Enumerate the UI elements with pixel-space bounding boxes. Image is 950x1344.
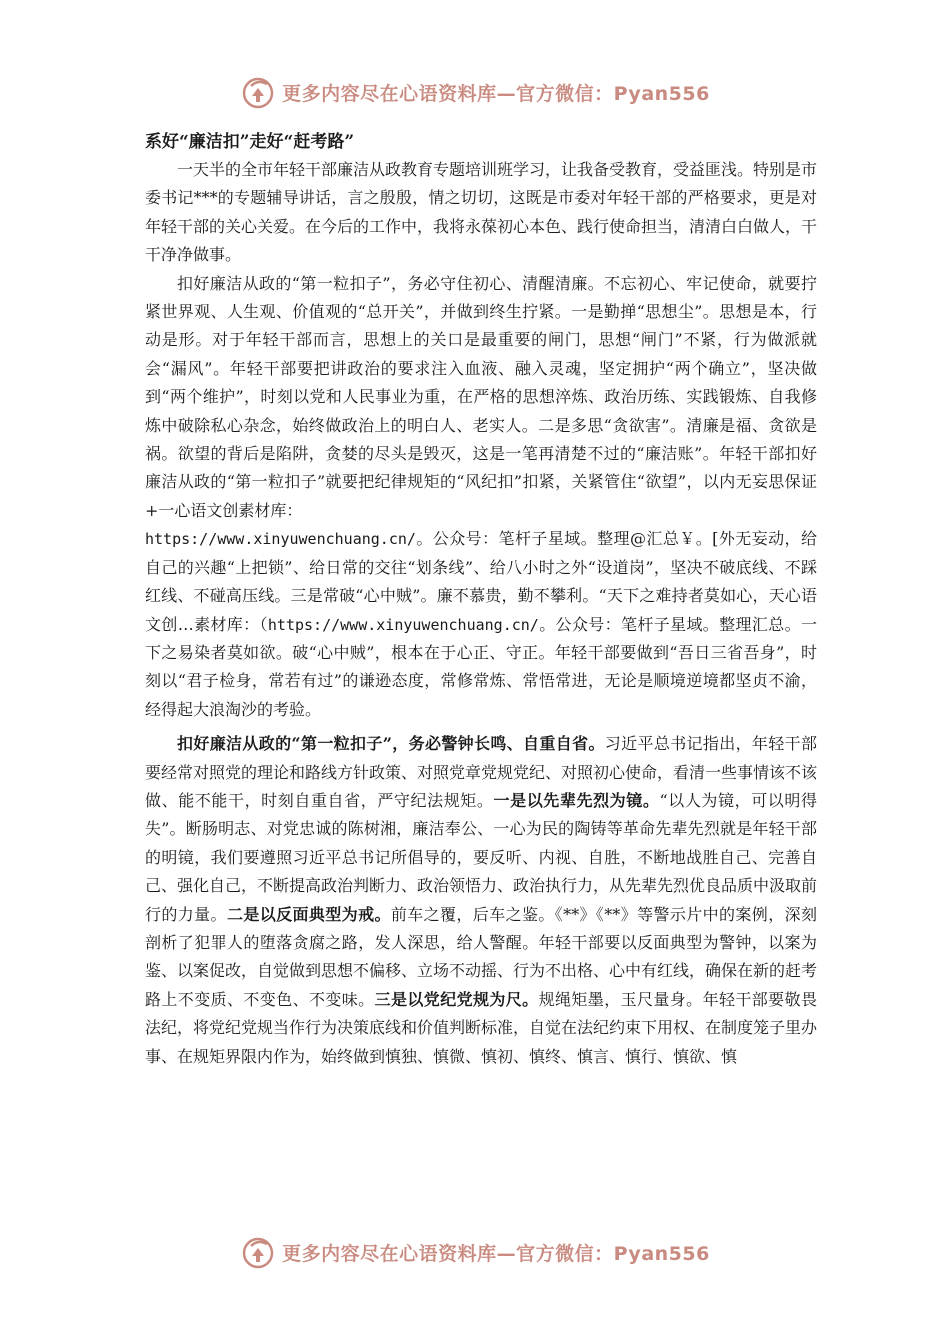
header-watermark-banner (0, 70, 950, 114)
paragraph-1: 一天半的全市年轻干部廉洁从政教育专题培训班学习，让我备受教育，受益匪浅。特别是市委书记***的专题辅导讲话，言之殷殷，情之切切，这既是市委对年轻干部的严格要求，更是对年轻干部的关心关爱。在今后的工作中，我将永葆初心本色、践行使命担当，清清白白做人，干干净净做事。 (145, 160, 818, 265)
paragraph-3-text-4: 规绳矩墨，玉尺量身。年轻干部要敬畏法纪，将党纪党规当作行为决策底线和价值判断标准，自觉在法纪约束下用权、在制度笼子里办事、在规矩界限内作为，始终做到慎独、慎微、慎初、慎终、慎言、慎行、慎欲、慎 (145, 989, 818, 1066)
paragraph-2-mid: 。公众号：笔杆子星域。整理@汇总￥。[外无妄动，给自己的兴趣“上把锁”、给日常的交往“划条线”、给八小时之外“设道岗”，坚决不破底线、不踩红线、不碰高压线。三是常破“心中贼”。廉不慕贵，勤不攀利。“天下之难持者莫如心，天心语文创…素材库：（ (145, 529, 817, 634)
document-title: 系好“廉洁扣”走好“赶考路” (145, 132, 355, 152)
paragraph-3-point-3: 三是以党纪党规为尺。 (374, 989, 539, 1009)
paragraph-3-text-1: 习近平总书记指出，年轻干部要经常对照党的理论和路线方针政策、对照党章党规党纪、对照初心使命，看清一些事情该不该做、能不能干，时刻自重自省，严守纪法规矩。 (145, 734, 818, 810)
paragraph-2 (145, 270, 817, 725)
banner-inner (240, 74, 710, 110)
paragraph-2-end: 。公众号：笔杆子星域。整理汇总。一下之易染者莫如欲。破“心中贼”，根本在于心正、守正。年轻干部要做到“吾日三省吾身”，时刻以“君子检身，常若有过”的谦逊态度，常修常炼、常悟常进，无论是顺境逆境都坚贞不渝，经得起大浪淘沙的考验。 (145, 614, 817, 719)
banner-inner (240, 1234, 710, 1270)
paragraph-3 (145, 730, 817, 1071)
paragraph-3-point-1: 一是以先辈先烈为镜。 (493, 790, 660, 810)
url-link-1: https://www.xinyuwenchuang.cn/ (145, 530, 416, 549)
footer-watermark-banner (0, 1230, 950, 1274)
logo-icon (240, 74, 276, 110)
banner-text: 更多内容尽在心语资料库—官方微信：Pyan556 (282, 82, 710, 105)
banner-text: 更多内容尽在心语资料库—官方微信：Pyan556 (282, 1242, 710, 1265)
url-link-2: https://www.xinyuwenchuang.cn/ (267, 615, 539, 634)
logo-icon (240, 1234, 276, 1270)
paragraph-3-text-2: “以人为镜，可以明得失”。断肠明志、对党忠诚的陈树湘，廉洁奉公、一心为民的陶铸等革命先辈先烈就是年轻干部的明镜，我们要遵照习近平总书记所倡导的，要反听、内视、自胜，不断地战胜自己、完善自己、强化自己，不断提高政治判断力、政治领悟力、政治执行力，从先辈先烈优良品质中汲取前行的力量。 (145, 790, 818, 924)
document-body (145, 128, 817, 1071)
paragraph-3-text-3: 前车之覆，后车之鉴。《**》《**》等警示片中的案例，深刻剖析了犯罪人的堕落贪腐之路，发人深思，给人警醒。年轻干部要以反面典型为警钟，以案为鉴、以案促改，自觉做到思想不偏移、立场不动摇、行为不出格、心中有红线，确保在新的赶考路上不变质、不变色、不变味。 (145, 904, 818, 1009)
paragraph-2-text: 扣好廉洁从政的“第一粒扣子”，务必守住初心、清醒清廉。不忘初心、牢记使命，就要拧紧世界观、人生观、价值观的“总开关”，并做到终生拧紧。一是勤掸“思想尘”。思想是本，行动是形。对于年轻干部而言，思想上的关口是最重要的闸门，思想“闸门”不紧，行为做派就会“漏风”。年轻干部要把讲政治的要求注入血液、融入灵魂，坚定拥护“两个确立”，坚决做到“两个维护”，时刻以党和人民事业为重，在严格的思想淬炼、政治历练、实践锻炼、自我修炼中破除私心杂念，始终做政治上的明白人、老实人。二是多思“贪欲害”。清廉是福、贪欲是祸。欲望的背后是陷阱，贪婪的尽头是毁灭，这是一笔再清楚不过的“廉洁账”。年轻干部扣好廉洁从政的“第一粒扣子”就要把纪律规矩的“风纪扣”扣紧，关紧管住“欲望”，以内无妄思保证+一心语文创素材库： (145, 273, 817, 520)
paragraph-3-point-2: 二是以反面典型为戒。 (226, 904, 391, 924)
paragraph-3-heading: 扣好廉洁从政的“第一粒扣子”，务必警钟长鸣、自重自省。 (177, 734, 605, 754)
